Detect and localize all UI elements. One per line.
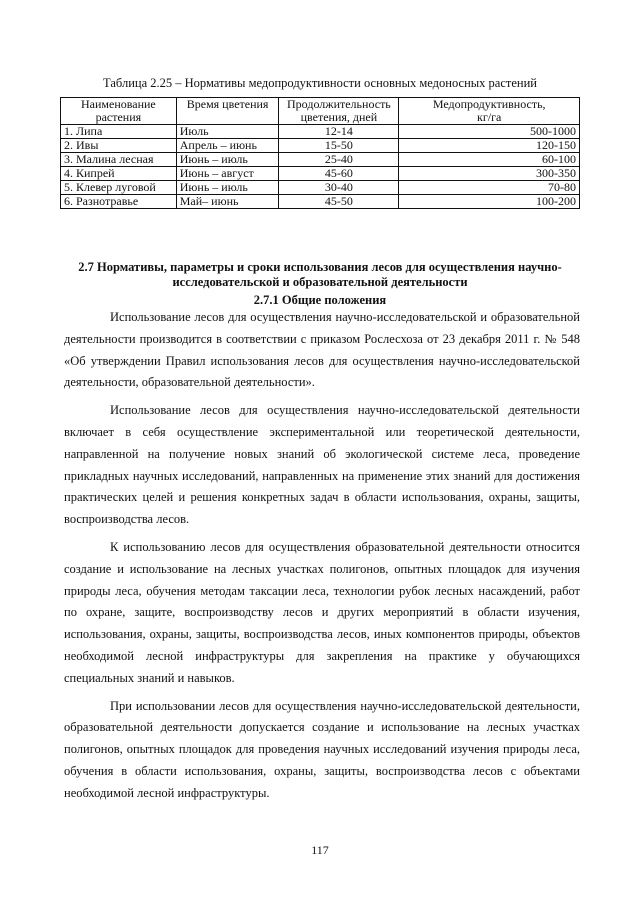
- cell-name: 2. Ивы: [61, 139, 177, 153]
- cell-duration: 45-60: [279, 167, 399, 181]
- cell-name: 4. Кипрей: [61, 167, 177, 181]
- cell-productivity: 60-100: [399, 153, 580, 167]
- table-row: [61, 195, 580, 209]
- cell-bloom-time: Июнь – июль: [176, 181, 279, 195]
- cell-bloom-time: Июль: [176, 125, 279, 139]
- cell-duration: 30-40: [279, 181, 399, 195]
- table-row: [61, 125, 580, 139]
- paragraph: Использование лесов для осуществления научно-исследовательской деятельности включает в себя осуществление экспериментальной или теоретической деятельности, направленной на получение новых знаний об экологической системе леса, проведение прикладных научных исследований, направленных на применение этих знаний для достижения практических целей и решения конкретных задач в области использования, охраны, защиты, воспроизводства лесов.: [64, 403, 580, 527]
- cell-productivity: 500-1000: [399, 125, 580, 139]
- cell-duration: 25-40: [279, 153, 399, 167]
- header-name: Наименование растения: [61, 98, 177, 125]
- table-header-row: [61, 98, 580, 125]
- header-duration: Продолжительность цветения, дней: [279, 98, 399, 125]
- paragraph: Использование лесов для осуществления научно-исследовательской и образовательной деятельности производится в соответствии с приказом Рослесхоза от 23 декабря 2011 г. № 548 «Об утверждении Правил использования лесов для осуществления научно-исследовательской деятельности, образовательной деятельности».: [64, 310, 580, 390]
- cell-duration: 45-50: [279, 195, 399, 209]
- table-row: [61, 153, 580, 167]
- cell-bloom-time: Июнь – август: [176, 167, 279, 181]
- cell-bloom-time: Июнь – июль: [176, 153, 279, 167]
- cell-name: 6. Разнотравье: [61, 195, 177, 209]
- cell-name: 5. Клевер луговой: [61, 181, 177, 195]
- cell-duration: 12-14: [279, 125, 399, 139]
- cell-duration: 15-50: [279, 139, 399, 153]
- cell-productivity: 100-200: [399, 195, 580, 209]
- cell-bloom-time: Апрель – июнь: [176, 139, 279, 153]
- body-text: [64, 307, 580, 811]
- cell-name: 3. Малина лесная: [61, 153, 177, 167]
- header-productivity-unit: кг/га: [477, 110, 502, 124]
- paragraph: При использовании лесов для осуществления научно-исследовательской деятельности, образовательной деятельности допускается создание и использование на лесных участках полигонов, опытных площадок для проведения научных исследований изучения природы леса, обучения в области использования, охраны, защиты, воспроизводства лесов с объектами необходимой лесной инфраструктуры.: [64, 698, 580, 800]
- section-title: 2.7 Нормативы, параметры и сроки использования лесов для осуществления научно-исследовательской и образовательной деятельности: [78, 260, 562, 289]
- paragraph: К использованию лесов для осуществления образовательной деятельности относится создание и использование на лесных участках полигонов, опытных площадок для изучения природы леса, обучения методам таксации леса, технологии рубок лесных насаждений, работ по охране, защите, воспроизводству лесов и других мероприятий в области изучения, использования, охраны, защиты, воспроизводства лесов, иных компонентов природы, объектов необходимой лесной инфраструктуры для закрепления на практике у обучающихся специальных знаний и навыков.: [64, 539, 580, 685]
- subsection-title: 2.7.1 Общие положения: [253, 293, 387, 307]
- table-row: [61, 167, 580, 181]
- table-row: [61, 181, 580, 195]
- table-caption: Таблица 2.25 – Нормативы медопродуктивности основных медоносных растений: [103, 76, 537, 90]
- cell-bloom-time: Май– июнь: [176, 195, 279, 209]
- header-bloom-time: Время цветения: [176, 98, 279, 125]
- honey-productivity-table: [60, 97, 580, 209]
- table-row: [61, 139, 580, 153]
- cell-productivity: 300-350: [399, 167, 580, 181]
- page-number: 117: [311, 843, 329, 857]
- header-productivity: Медопродуктивность, кг/га: [399, 98, 580, 125]
- cell-productivity: 120-150: [399, 139, 580, 153]
- cell-name: 1. Липа: [61, 125, 177, 139]
- cell-productivity: 70-80: [399, 181, 580, 195]
